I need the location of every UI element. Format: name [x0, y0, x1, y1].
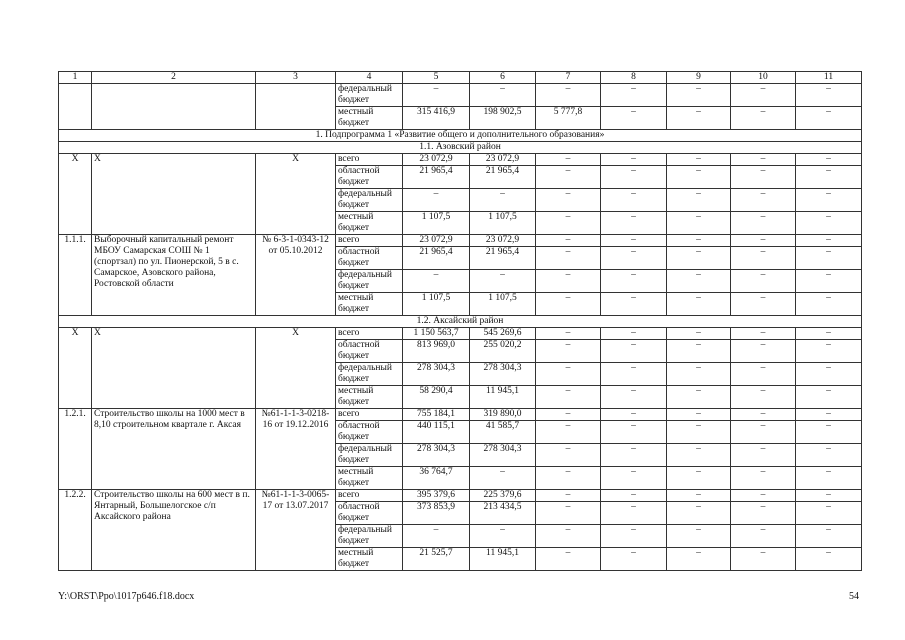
header-cell: 8 — [601, 72, 667, 84]
amount-cell: – — [796, 340, 862, 363]
row-number — [59, 84, 92, 130]
object-name: Строительство школы на 1000 мест в 8,10 строительном квартале г. Аксая — [92, 409, 256, 490]
header-cell: 5 — [403, 72, 470, 84]
page-number: 54 — [849, 591, 859, 602]
amount-cell: – — [667, 548, 731, 571]
amount-cell: – — [731, 502, 796, 525]
amount-cell: – — [601, 363, 667, 386]
amount-cell: 225 379,6 — [470, 490, 536, 502]
amount-cell: 278 304,3 — [403, 363, 470, 386]
document-file-path: Y:\ORST\Ppo\1017p646.f18.docx — [58, 591, 195, 602]
amount-cell: – — [667, 189, 731, 212]
amount-cell: 315 416,9 — [403, 107, 470, 130]
amount-cell: – — [731, 467, 796, 490]
amount-cell: – — [470, 84, 536, 107]
amount-cell: – — [536, 166, 601, 189]
amount-cell: 1 150 563,7 — [403, 328, 470, 340]
amount-cell: – — [796, 490, 862, 502]
amount-cell: 23 072,9 — [403, 235, 470, 247]
amount-cell: 1 107,5 — [470, 293, 536, 316]
amount-cell: 213 434,5 — [470, 502, 536, 525]
amount-cell: – — [796, 212, 862, 235]
header-row — [59, 72, 862, 84]
amount-cell: 198 902,5 — [470, 107, 536, 130]
amount-cell: – — [796, 444, 862, 467]
amount-cell: – — [601, 166, 667, 189]
amount-cell: 278 304,3 — [403, 444, 470, 467]
header-cell: 6 — [470, 72, 536, 84]
amount-cell: 373 853,9 — [403, 502, 470, 525]
header-cell: 7 — [536, 72, 601, 84]
amount-cell: – — [403, 84, 470, 107]
amount-cell: – — [601, 340, 667, 363]
amount-cell: – — [796, 363, 862, 386]
funding-source: всего — [336, 490, 403, 502]
amount-cell: – — [796, 235, 862, 247]
amount-cell: – — [536, 84, 601, 107]
amount-cell: – — [601, 502, 667, 525]
amount-cell: – — [601, 490, 667, 502]
row-number: 1.1.1. — [59, 235, 92, 316]
funding-source: федеральный бюджет — [336, 189, 403, 212]
amount-cell: – — [536, 212, 601, 235]
header-cell: 3 — [256, 72, 336, 84]
amount-cell: – — [601, 235, 667, 247]
amount-cell: – — [601, 107, 667, 130]
amount-cell: – — [731, 409, 796, 421]
amount-cell: – — [667, 444, 731, 467]
funding-source: областной бюджет — [336, 247, 403, 270]
header-cell: 10 — [731, 72, 796, 84]
amount-cell: – — [731, 363, 796, 386]
amount-cell: – — [796, 247, 862, 270]
amount-cell: – — [796, 467, 862, 490]
amount-cell: – — [796, 84, 862, 107]
amount-cell: – — [731, 386, 796, 409]
amount-cell: – — [601, 154, 667, 166]
amount-cell: – — [796, 525, 862, 548]
header-cell: 9 — [667, 72, 731, 84]
section-title: 1. Подпрограмма 1 «Развитие общего и дополнительного образования» — [59, 130, 862, 142]
amount-cell: 755 184,1 — [403, 409, 470, 421]
amount-cell: – — [601, 409, 667, 421]
header-cell: 4 — [336, 72, 403, 84]
amount-cell: – — [470, 467, 536, 490]
section-title: 1.2. Аксайский район — [59, 316, 862, 328]
object-name: Выборочный капитальный ремонт МБОУ Самарская СОШ № 1 (спортзал) по ул. Пионерской, 5 в с. Самарское, Азовского района, Ростовской области — [92, 235, 256, 316]
header-cell: 2 — [92, 72, 256, 84]
amount-cell: – — [536, 363, 601, 386]
funding-source: федеральный бюджет — [336, 444, 403, 467]
amount-cell: 11 945,1 — [470, 386, 536, 409]
table-row — [59, 154, 862, 166]
amount-cell: – — [731, 421, 796, 444]
funding-source: областной бюджет — [336, 340, 403, 363]
amount-cell: – — [796, 189, 862, 212]
amount-cell: 5 777,8 — [536, 107, 601, 130]
amount-cell: – — [536, 548, 601, 571]
amount-cell: – — [403, 270, 470, 293]
amount-cell: – — [601, 328, 667, 340]
expertise-conclusion: № 6-3-1-0343-12 от 05.10.2012 — [256, 235, 336, 316]
amount-cell: – — [536, 490, 601, 502]
amount-cell: – — [731, 107, 796, 130]
amount-cell: 23 072,9 — [470, 235, 536, 247]
object-name: Х — [92, 154, 256, 235]
amount-cell: 21 965,4 — [403, 247, 470, 270]
amount-cell: 23 072,9 — [403, 154, 470, 166]
amount-cell: – — [667, 490, 731, 502]
amount-cell: 36 764,7 — [403, 467, 470, 490]
amount-cell: – — [601, 270, 667, 293]
table-row — [59, 490, 862, 502]
amount-cell: – — [470, 270, 536, 293]
amount-cell: – — [536, 270, 601, 293]
section-row — [59, 130, 862, 142]
amount-cell: 278 304,3 — [470, 444, 536, 467]
amount-cell: – — [536, 247, 601, 270]
amount-cell: 440 115,1 — [403, 421, 470, 444]
amount-cell: – — [731, 166, 796, 189]
amount-cell: – — [667, 340, 731, 363]
amount-cell: – — [731, 548, 796, 571]
amount-cell: 21 965,4 — [403, 166, 470, 189]
amount-cell: – — [403, 525, 470, 548]
section-title: 1.1. Азовский район — [59, 142, 862, 154]
expertise-conclusion: Х — [256, 328, 336, 409]
funding-source: всего — [336, 328, 403, 340]
amount-cell: – — [536, 502, 601, 525]
table-row — [59, 84, 862, 107]
amount-cell: – — [667, 247, 731, 270]
funding-source: областной бюджет — [336, 502, 403, 525]
object-name: Строительство школы на 600 мест в п. Янтарный, Большелогское с/п Аксайского района — [92, 490, 256, 571]
amount-cell: – — [601, 84, 667, 107]
header-cell: 1 — [59, 72, 92, 84]
amount-cell: – — [667, 107, 731, 130]
row-number: Х — [59, 154, 92, 235]
funding-source: федеральный бюджет — [336, 363, 403, 386]
amount-cell: 41 585,7 — [470, 421, 536, 444]
amount-cell: – — [731, 154, 796, 166]
amount-cell: 23 072,9 — [470, 154, 536, 166]
table-row — [59, 235, 862, 247]
section-row — [59, 142, 862, 154]
funding-source: областной бюджет — [336, 166, 403, 189]
amount-cell: – — [601, 421, 667, 444]
funding-source: федеральный бюджет — [336, 84, 403, 107]
amount-cell: – — [667, 409, 731, 421]
amount-cell: – — [667, 386, 731, 409]
amount-cell: 58 290,4 — [403, 386, 470, 409]
amount-cell: – — [667, 467, 731, 490]
amount-cell: – — [796, 421, 862, 444]
amount-cell: – — [731, 247, 796, 270]
amount-cell: – — [601, 212, 667, 235]
amount-cell: – — [536, 409, 601, 421]
amount-cell: – — [796, 386, 862, 409]
amount-cell: 21 525,7 — [403, 548, 470, 571]
amount-cell: – — [667, 363, 731, 386]
amount-cell: – — [667, 166, 731, 189]
amount-cell: – — [470, 189, 536, 212]
amount-cell: 1 107,5 — [403, 293, 470, 316]
amount-cell: – — [731, 235, 796, 247]
row-number: 1.2.2. — [59, 490, 92, 571]
funding-source: всего — [336, 409, 403, 421]
amount-cell: – — [796, 166, 862, 189]
amount-cell: – — [601, 525, 667, 548]
amount-cell: 813 969,0 — [403, 340, 470, 363]
amount-cell: – — [601, 189, 667, 212]
amount-cell: – — [796, 107, 862, 130]
expertise-conclusion: Х — [256, 154, 336, 235]
amount-cell: – — [731, 212, 796, 235]
amount-cell: – — [667, 421, 731, 444]
amount-cell: – — [536, 444, 601, 467]
amount-cell: – — [667, 293, 731, 316]
amount-cell: – — [536, 340, 601, 363]
amount-cell: 278 304,3 — [470, 363, 536, 386]
amount-cell: – — [536, 421, 601, 444]
amount-cell: – — [667, 235, 731, 247]
amount-cell: – — [601, 247, 667, 270]
amount-cell: – — [601, 548, 667, 571]
amount-cell: 21 965,4 — [470, 166, 536, 189]
amount-cell: – — [667, 212, 731, 235]
table-row — [59, 328, 862, 340]
amount-cell: – — [731, 444, 796, 467]
amount-cell: – — [731, 328, 796, 340]
amount-cell: 11 945,1 — [470, 548, 536, 571]
amount-cell: – — [536, 467, 601, 490]
amount-cell: – — [731, 525, 796, 548]
expertise-conclusion: №61-1-1-3-0218-16 от 19.12.2016 — [256, 409, 336, 490]
amount-cell: – — [601, 293, 667, 316]
amount-cell: – — [667, 154, 731, 166]
amount-cell: – — [667, 502, 731, 525]
object-name — [92, 84, 256, 130]
amount-cell: – — [796, 409, 862, 421]
expertise-conclusion — [256, 84, 336, 130]
funding-source: местный бюджет — [336, 212, 403, 235]
row-number: 1.2.1. — [59, 409, 92, 490]
funding-source: местный бюджет — [336, 293, 403, 316]
amount-cell: – — [536, 525, 601, 548]
funding-source: федеральный бюджет — [336, 270, 403, 293]
funding-source: местный бюджет — [336, 107, 403, 130]
amount-cell: – — [796, 154, 862, 166]
amount-cell: – — [601, 467, 667, 490]
section-row — [59, 316, 862, 328]
amount-cell: 255 020,2 — [470, 340, 536, 363]
amount-cell: – — [667, 328, 731, 340]
funding-source: местный бюджет — [336, 386, 403, 409]
object-name: Х — [92, 328, 256, 409]
amount-cell: 319 890,0 — [470, 409, 536, 421]
expertise-conclusion: №61-1-1-3-0065-17 от 13.07.2017 — [256, 490, 336, 571]
amount-cell: – — [536, 328, 601, 340]
amount-cell: – — [667, 84, 731, 107]
amount-cell: – — [536, 154, 601, 166]
amount-cell: – — [470, 525, 536, 548]
amount-cell: – — [536, 235, 601, 247]
funding-source: областной бюджет — [336, 421, 403, 444]
amount-cell: – — [536, 189, 601, 212]
amount-cell: – — [731, 84, 796, 107]
amount-cell: 1 107,5 — [403, 212, 470, 235]
amount-cell: 21 965,4 — [470, 247, 536, 270]
amount-cell: – — [796, 293, 862, 316]
amount-cell: – — [403, 189, 470, 212]
amount-cell: – — [796, 502, 862, 525]
amount-cell: – — [796, 270, 862, 293]
amount-cell: 1 107,5 — [470, 212, 536, 235]
amount-cell: – — [731, 340, 796, 363]
funding-table — [58, 71, 862, 571]
amount-cell: – — [536, 386, 601, 409]
amount-cell: – — [731, 270, 796, 293]
amount-cell: 395 379,6 — [403, 490, 470, 502]
amount-cell: – — [796, 548, 862, 571]
amount-cell: – — [601, 444, 667, 467]
amount-cell: – — [536, 293, 601, 316]
amount-cell: – — [731, 490, 796, 502]
amount-cell: – — [731, 189, 796, 212]
amount-cell: – — [796, 328, 862, 340]
amount-cell: – — [667, 270, 731, 293]
row-number: Х — [59, 328, 92, 409]
table-row — [59, 409, 862, 421]
amount-cell: – — [667, 525, 731, 548]
funding-source: всего — [336, 154, 403, 166]
amount-cell: – — [601, 386, 667, 409]
funding-source: всего — [336, 235, 403, 247]
header-cell: 11 — [796, 72, 862, 84]
funding-source: федеральный бюджет — [336, 525, 403, 548]
funding-source: местный бюджет — [336, 467, 403, 490]
amount-cell: 545 269,6 — [470, 328, 536, 340]
funding-source: местный бюджет — [336, 548, 403, 571]
amount-cell: – — [731, 293, 796, 316]
